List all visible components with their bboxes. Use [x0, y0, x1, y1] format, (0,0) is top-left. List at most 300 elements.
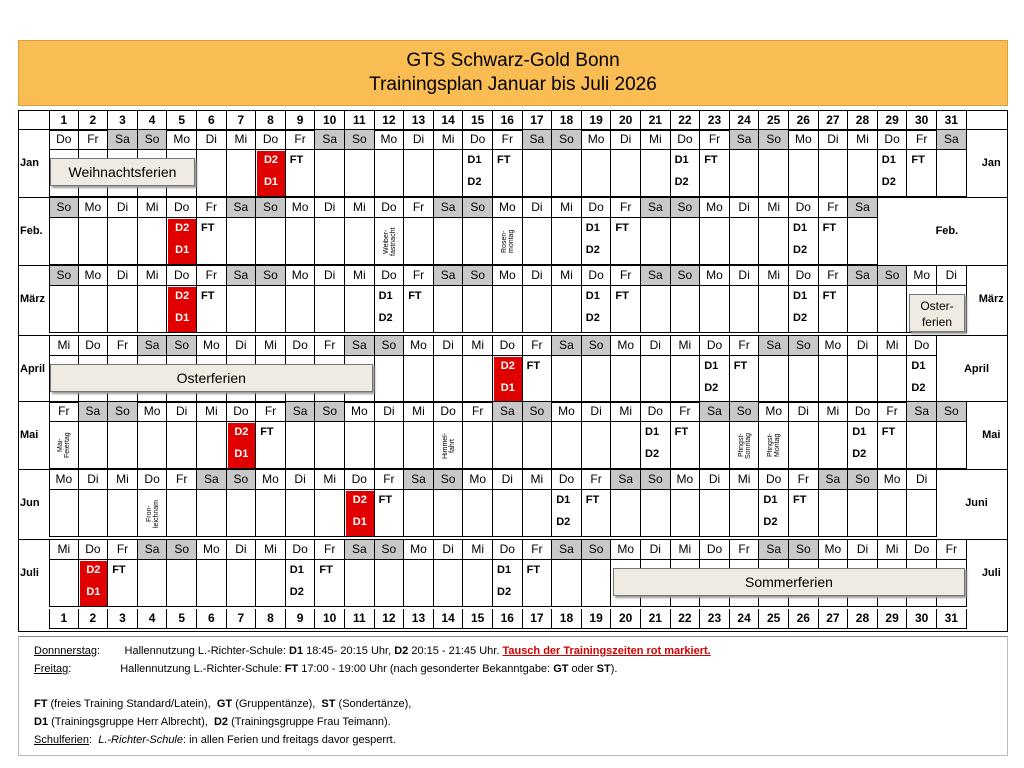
- weekday-cell: Sa: [404, 470, 434, 490]
- weekday-cell: Mi: [434, 130, 464, 150]
- day-cell: [611, 150, 641, 197]
- day-cell: [256, 286, 286, 333]
- weekday-cell: Do: [789, 266, 819, 286]
- weekday-cell: Mo: [197, 540, 227, 560]
- month-label-right: Juni: [965, 497, 988, 509]
- weekday-cell: Mi: [523, 470, 553, 490]
- day-number: 22: [671, 111, 701, 131]
- day-cell: [493, 286, 523, 333]
- day-cell: [552, 560, 582, 607]
- weekday-cell: Mo: [700, 198, 730, 218]
- weekday-cell: Fr: [315, 336, 345, 356]
- weekday-cell: Mo: [819, 336, 849, 356]
- day-number: 23: [700, 609, 730, 629]
- day-cell: [138, 218, 168, 265]
- weekday-cell: Sa: [434, 266, 464, 286]
- weekday-cell: Di: [937, 266, 967, 286]
- day-cell: [552, 218, 582, 265]
- weekday-cell: Sa: [227, 198, 257, 218]
- day-cell: [197, 490, 227, 537]
- training-marker: D1: [378, 290, 393, 302]
- day-cell: [463, 490, 493, 537]
- day-number: 24: [730, 111, 760, 131]
- day-cell: [819, 422, 849, 469]
- day-cell: [819, 490, 849, 537]
- day-cell: [315, 286, 345, 333]
- weekday-cell: Di: [434, 540, 464, 560]
- day-cell: [345, 218, 375, 265]
- training-marker: D1: [763, 494, 778, 506]
- weekday-cell: Mo: [375, 130, 405, 150]
- weekday-cell: So: [49, 266, 79, 286]
- weekday-cell: Mo: [49, 470, 79, 490]
- weekday-cell: Do: [167, 266, 197, 286]
- weekday-cell: Fr: [197, 198, 227, 218]
- day-cell: [463, 286, 493, 333]
- training-marker: D2: [793, 244, 808, 256]
- weekday-cell: Mo: [552, 402, 582, 422]
- holiday-note: Pfingst-Sonntag: [737, 432, 752, 459]
- weekday-cell: Di: [582, 402, 612, 422]
- day-number: 20: [611, 111, 641, 131]
- day-cell: [197, 150, 227, 197]
- day-cell: [108, 490, 138, 537]
- weekday-cell: Di: [819, 130, 849, 150]
- weekday-cell: So: [167, 540, 197, 560]
- training-marker: D1: [881, 154, 896, 166]
- weekday-cell: Sa: [138, 336, 168, 356]
- training-marker: D2: [911, 382, 926, 394]
- weekday-cell: So: [167, 336, 197, 356]
- weekday-cell: Sa: [493, 402, 523, 422]
- day-cell: [315, 150, 345, 197]
- day-cell: [315, 422, 345, 469]
- day-cell: [730, 286, 760, 333]
- day-cell: [434, 150, 464, 197]
- weekday-cell: Mo: [611, 336, 641, 356]
- weekday-cell: Sa: [819, 470, 849, 490]
- legend-friday: Freitag: Hallennutzung L.-Richter-Schule: FT 17:00 - 19:00 Uhr (nach gesonderter Bekanntgabe: GT oder ST).: [34, 663, 618, 675]
- training-marker: FT: [674, 426, 689, 438]
- weekday-cell: Fr: [49, 402, 79, 422]
- day-number: 16: [493, 111, 523, 131]
- weekday-cell: Sa: [286, 402, 316, 422]
- weekday-cell: Do: [79, 540, 109, 560]
- day-cell: [256, 218, 286, 265]
- day-number: 1: [49, 609, 79, 629]
- training-d1: D1: [234, 448, 249, 460]
- day-cell: [315, 218, 345, 265]
- day-number: 1: [49, 111, 79, 131]
- weekday-cell: Mo: [700, 266, 730, 286]
- weekday-cell: Mo: [197, 336, 227, 356]
- weekday-cell: So: [730, 402, 760, 422]
- weekday-cell: So: [789, 336, 819, 356]
- weekday-cell: Di: [286, 470, 316, 490]
- weekday-cell: Fr: [789, 470, 819, 490]
- weekday-cell: So: [138, 130, 168, 150]
- day-cell: [138, 560, 168, 607]
- weekday-cell: Mi: [819, 402, 849, 422]
- weekday-cell: Do: [848, 402, 878, 422]
- day-cell: [434, 218, 464, 265]
- day-cell: [108, 286, 138, 333]
- weekday-cell: Sa: [937, 130, 967, 150]
- day-cell: [552, 356, 582, 403]
- training-marker: FT: [201, 222, 215, 234]
- weekday-cell: So: [49, 198, 79, 218]
- weekday-cell: Do: [434, 402, 464, 422]
- day-cell: [582, 150, 612, 197]
- weekday-cell: Mo: [167, 130, 197, 150]
- weekday-cell: Sa: [641, 198, 671, 218]
- training-marker: D2: [289, 586, 304, 598]
- training-marker: D1: [585, 290, 600, 302]
- day-number: 30: [907, 609, 937, 629]
- weekday-cell: Do: [700, 336, 730, 356]
- month-label-right: April: [963, 363, 990, 375]
- day-cell: [108, 422, 138, 469]
- day-cell: [345, 422, 375, 469]
- day-cell: [759, 218, 789, 265]
- weekday-cell: Di: [375, 402, 405, 422]
- weekday-cell: Do: [641, 402, 671, 422]
- weekday-cell: Di: [167, 402, 197, 422]
- weekday-cell: Fr: [819, 266, 849, 286]
- training-marker: D2: [852, 448, 867, 460]
- weekday-cell: Mo: [907, 266, 937, 286]
- weekday-cell: Di: [108, 266, 138, 286]
- training-marker: D2: [674, 176, 689, 188]
- training-d1: D1: [263, 176, 279, 188]
- weekday-cell: Di: [227, 336, 257, 356]
- day-cell: [493, 490, 523, 537]
- day-number: 27: [819, 111, 849, 131]
- training-marker: D1: [585, 222, 600, 234]
- day-number: 25: [759, 609, 789, 629]
- month-label-left: Feb.: [20, 225, 43, 237]
- day-number: 13: [404, 609, 434, 629]
- training-d1: D1: [175, 312, 190, 324]
- day-cell: [286, 286, 316, 333]
- day-cell: [582, 422, 612, 469]
- day-cell: [227, 286, 257, 333]
- legend-holidays: Schulferien: L.-Richter-Schule: in allen Ferien und freitags davor gesperrt.: [34, 734, 396, 746]
- day-number: 9: [286, 111, 316, 131]
- weekday-cell: Fr: [671, 402, 701, 422]
- day-number: 8: [256, 609, 286, 629]
- day-cell: [256, 560, 286, 607]
- day-cell: [345, 286, 375, 333]
- day-cell: [434, 356, 464, 403]
- day-cell: [671, 286, 701, 333]
- day-cell: [493, 422, 523, 469]
- day-number: 26: [789, 111, 819, 131]
- day-cell: [878, 356, 908, 403]
- weekday-cell: Mi: [197, 402, 227, 422]
- weekday-cell: Do: [256, 130, 286, 150]
- weekday-cell: Fr: [79, 130, 109, 150]
- day-cell: [878, 286, 908, 333]
- day-number: 18: [552, 111, 582, 131]
- weekday-cell: Di: [523, 198, 553, 218]
- day-number: 15: [463, 111, 493, 131]
- month-label-left: Mai: [20, 429, 39, 441]
- day-number: 14: [434, 609, 464, 629]
- weekday-cell: Do: [671, 130, 701, 150]
- day-cell: [582, 356, 612, 403]
- day-cell: [523, 490, 553, 537]
- holiday-note: Pfingst-Montag: [767, 433, 782, 458]
- weekday-cell: Mi: [345, 198, 375, 218]
- weekday-cell: Do: [700, 540, 730, 560]
- day-cell: [789, 422, 819, 469]
- day-cell: [819, 356, 849, 403]
- weekday-cell: Mi: [256, 336, 286, 356]
- training-marker: FT: [497, 154, 511, 166]
- training-d2: D2: [500, 360, 515, 372]
- weekday-cell: Fr: [611, 266, 641, 286]
- day-cell: [463, 218, 493, 265]
- holiday-note: Rosen-montag: [501, 229, 515, 254]
- day-number: 20: [611, 609, 641, 629]
- weekday-cell: Fr: [523, 336, 553, 356]
- weekday-cell: Sa: [730, 130, 760, 150]
- weekday-cell: Mo: [493, 266, 523, 286]
- weekday-cell: Di: [730, 266, 760, 286]
- day-cell: [878, 490, 908, 537]
- weekday-cell: Mo: [79, 266, 109, 286]
- training-marker: D2: [378, 312, 393, 324]
- day-cell: [138, 422, 168, 469]
- weekday-cell: Fr: [315, 540, 345, 560]
- weekday-cell: Fr: [167, 470, 197, 490]
- weekday-cell: Do: [49, 130, 79, 150]
- day-number: 15: [463, 609, 493, 629]
- weekday-cell: Sa: [552, 336, 582, 356]
- weekday-cell: Di: [493, 470, 523, 490]
- day-number: 19: [582, 111, 612, 131]
- day-number: 13: [404, 111, 434, 131]
- weekday-cell: So: [878, 266, 908, 286]
- day-cell: [404, 218, 434, 265]
- day-number: 16: [493, 609, 523, 629]
- training-marker: FT: [289, 154, 304, 166]
- day-cell: [286, 422, 316, 469]
- day-cell: [375, 422, 405, 469]
- weekday-cell: So: [463, 198, 493, 218]
- day-cell: [848, 490, 878, 537]
- weekday-cell: Do: [552, 470, 582, 490]
- weekday-cell: Mi: [611, 402, 641, 422]
- weekday-cell: Di: [434, 336, 464, 356]
- weekday-cell: Mi: [552, 266, 582, 286]
- weekday-cell: Mi: [759, 266, 789, 286]
- weekday-cell: Fr: [493, 130, 523, 150]
- day-cell: [108, 218, 138, 265]
- weekday-cell: Do: [375, 198, 405, 218]
- training-marker: FT: [378, 494, 393, 506]
- day-cell: [759, 286, 789, 333]
- day-cell: [434, 286, 464, 333]
- day-cell: [79, 490, 109, 537]
- training-d2: D2: [263, 154, 279, 166]
- weekday-cell: So: [552, 130, 582, 150]
- weekday-cell: Sa: [79, 402, 109, 422]
- day-number: 7: [227, 111, 257, 131]
- day-number: 12: [375, 111, 405, 131]
- weekday-cell: So: [848, 470, 878, 490]
- month-label-right: Juli: [981, 567, 1001, 579]
- day-cell: [227, 150, 257, 197]
- day-cell: [167, 422, 197, 469]
- month-label-right: März: [978, 293, 1004, 305]
- weekday-cell: Mi: [49, 336, 79, 356]
- weekday-cell: Do: [493, 336, 523, 356]
- day-number: 7: [227, 609, 257, 629]
- weekday-cell: So: [671, 266, 701, 286]
- weekday-cell: Mi: [641, 130, 671, 150]
- training-marker: FT: [822, 222, 837, 234]
- day-cell: [404, 356, 434, 403]
- day-cell: [286, 218, 316, 265]
- weekday-cell: Fr: [404, 266, 434, 286]
- weekday-cell: So: [671, 198, 701, 218]
- day-cell: [256, 490, 286, 537]
- training-marker: D1: [467, 154, 482, 166]
- training-d2: D2: [175, 290, 190, 302]
- day-cell: [611, 356, 641, 403]
- weekday-cell: So: [108, 402, 138, 422]
- training-marker: FT: [615, 222, 629, 234]
- weekday-cell: Sa: [108, 130, 138, 150]
- weekday-cell: Mo: [582, 130, 612, 150]
- weekday-cell: So: [345, 130, 375, 150]
- weekday-cell: Mo: [345, 402, 375, 422]
- weekday-cell: Mi: [671, 540, 701, 560]
- day-number: 31: [937, 111, 967, 131]
- weekday-cell: Mi: [759, 198, 789, 218]
- weekday-cell: Sa: [759, 336, 789, 356]
- day-cell: [611, 490, 641, 537]
- weekday-cell: Mi: [227, 130, 257, 150]
- weekday-cell: Mi: [345, 266, 375, 286]
- day-number: 5: [167, 609, 197, 629]
- month-label-left: Jun: [20, 497, 40, 509]
- weekday-cell: Do: [878, 130, 908, 150]
- weekday-cell: Sa: [227, 266, 257, 286]
- training-marker: FT: [822, 290, 837, 302]
- day-number: 22: [671, 609, 701, 629]
- day-cell: [375, 150, 405, 197]
- training-d2: D2: [175, 222, 190, 234]
- weekday-cell: So: [315, 402, 345, 422]
- weekday-cell: Mi: [463, 540, 493, 560]
- plan-title: Trainingsplan Januar bis Juli 2026: [369, 74, 657, 95]
- weekday-cell: Mo: [404, 336, 434, 356]
- day-cell: [700, 422, 730, 469]
- day-number: 4: [138, 111, 168, 131]
- training-d2: D2: [234, 426, 249, 438]
- weekday-cell: Fr: [582, 470, 612, 490]
- weekday-cell: Di: [848, 336, 878, 356]
- weekday-cell: So: [523, 402, 553, 422]
- day-number: 6: [197, 111, 227, 131]
- weekday-cell: Sa: [611, 470, 641, 490]
- weekday-cell: Do: [582, 266, 612, 286]
- weekday-cell: Sa: [907, 402, 937, 422]
- day-cell: [345, 560, 375, 607]
- month-label-left: April: [20, 363, 46, 375]
- day-number: 18: [552, 609, 582, 629]
- day-cell: [848, 286, 878, 333]
- weekday-cell: So: [375, 336, 405, 356]
- training-marker: FT: [881, 426, 896, 438]
- training-marker: D1: [704, 360, 719, 372]
- training-marker: FT: [733, 360, 748, 372]
- training-marker: D1: [793, 290, 808, 302]
- day-cell: [700, 490, 730, 537]
- day-cell: [819, 150, 849, 197]
- swap-notice: Tausch der Trainingszeiten rot markiert.: [502, 645, 711, 657]
- day-cell: [227, 490, 257, 537]
- day-number: 11: [345, 111, 375, 131]
- day-number: 5: [167, 111, 197, 131]
- weekday-cell: Mo: [79, 198, 109, 218]
- day-number: 11: [345, 609, 375, 629]
- weekday-cell: Fr: [108, 336, 138, 356]
- day-number: 28: [848, 111, 878, 131]
- training-marker: D1: [793, 222, 808, 234]
- training-marker: FT: [526, 564, 541, 576]
- training-marker: D2: [881, 176, 896, 188]
- weekday-cell: Mi: [49, 540, 79, 560]
- weekday-cell: Fr: [404, 198, 434, 218]
- day-cell: [227, 560, 257, 607]
- weekday-cell: Sa: [700, 402, 730, 422]
- day-cell: [848, 356, 878, 403]
- day-cell: [730, 150, 760, 197]
- day-cell: [700, 286, 730, 333]
- training-marker: D2: [497, 586, 512, 598]
- legend-abbreviations-1: FT (freies Training Standard/Latein), GT (Gruppentänze), ST (Sondertänze),: [34, 698, 412, 710]
- weekday-cell: Mo: [878, 470, 908, 490]
- weekday-cell: Mo: [759, 402, 789, 422]
- weekday-cell: Fr: [108, 540, 138, 560]
- weekday-cell: Di: [108, 198, 138, 218]
- legend-abbreviations-2: D1 (Trainingsgruppe Herr Albrecht), D2 (Trainingsgruppe Frau Teimann).: [34, 716, 391, 728]
- weekday-cell: So: [582, 540, 612, 560]
- training-marker: D1: [911, 360, 926, 372]
- weekday-cell: Mo: [463, 470, 493, 490]
- day-cell: [552, 150, 582, 197]
- weekday-cell: So: [582, 336, 612, 356]
- day-cell: [671, 218, 701, 265]
- weekday-cell: Di: [641, 336, 671, 356]
- weekday-cell: Di: [789, 402, 819, 422]
- training-marker: FT: [112, 564, 126, 576]
- day-cell: [789, 150, 819, 197]
- day-cell: [79, 286, 109, 333]
- day-cell: [197, 422, 227, 469]
- weekday-cell: Do: [375, 266, 405, 286]
- weekday-cell: Mo: [256, 470, 286, 490]
- weekday-cell: Mo: [611, 540, 641, 560]
- day-number: 19: [582, 609, 612, 629]
- day-cell: [375, 356, 405, 403]
- day-cell: [730, 218, 760, 265]
- day-number: 26: [789, 609, 819, 629]
